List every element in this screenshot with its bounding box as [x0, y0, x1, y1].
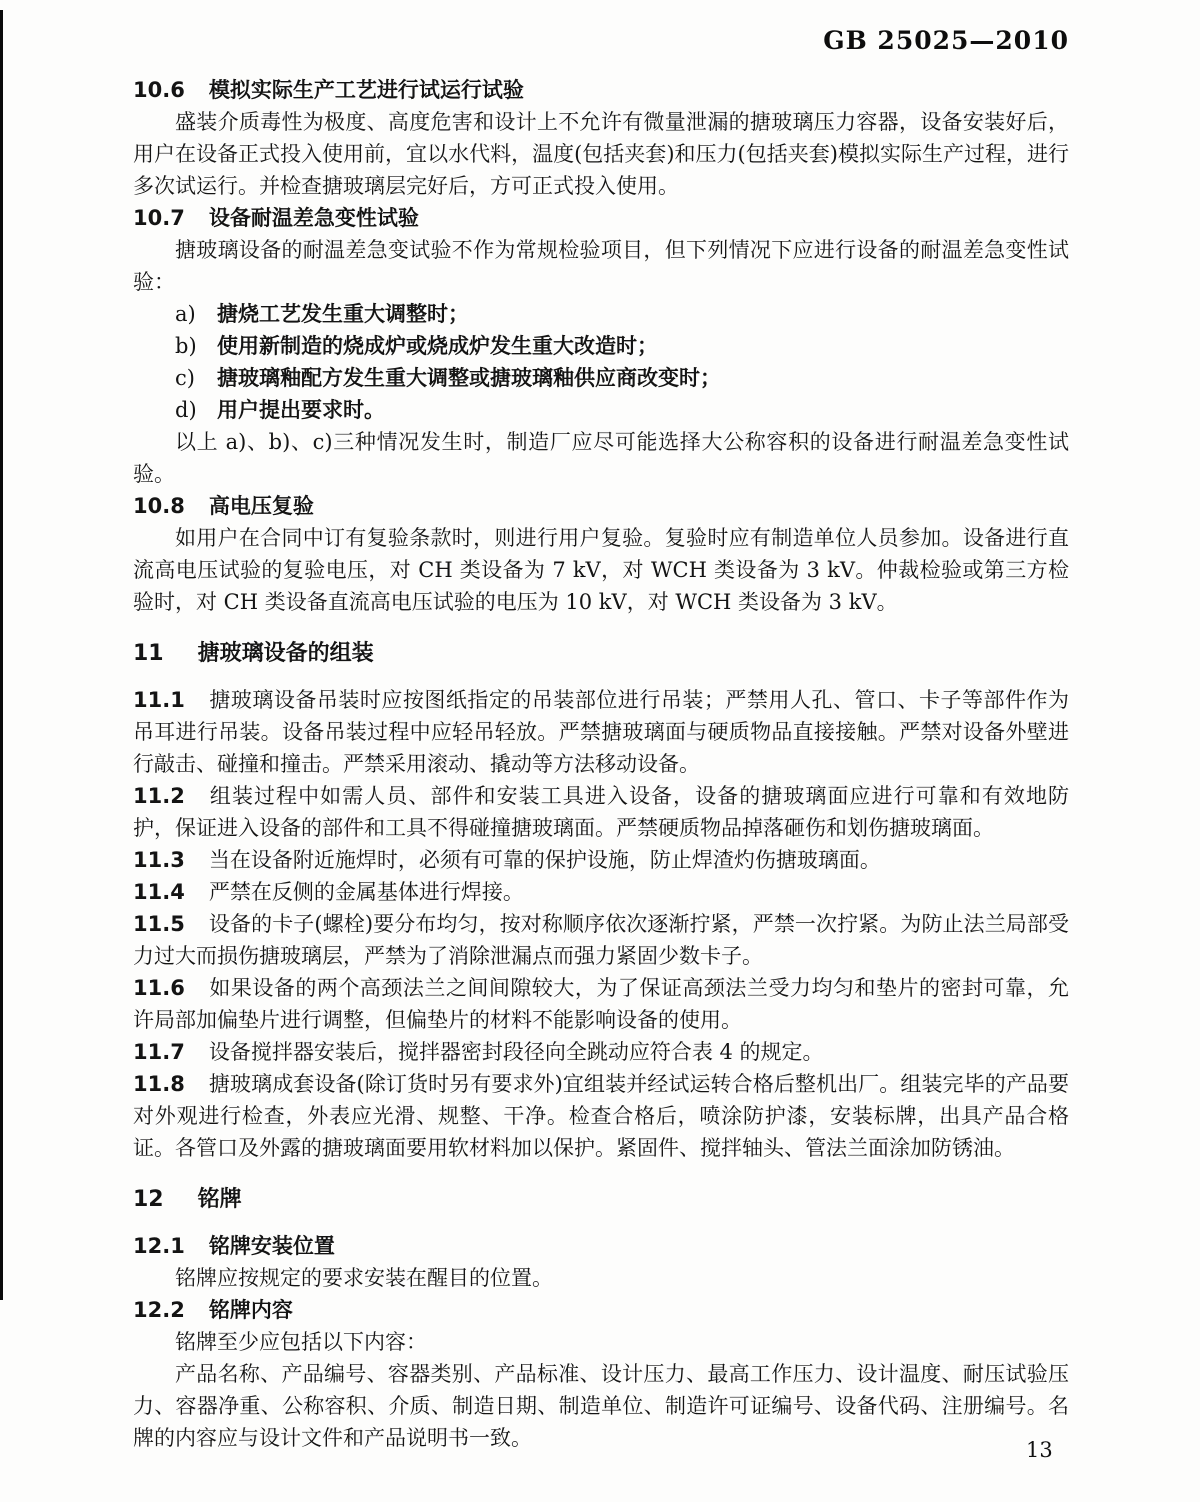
- list-item: [133, 298, 1069, 330]
- clause-number: 11.8: [133, 1072, 185, 1096]
- paragraph: 铭牌至少应包括以下内容：: [175, 1330, 427, 1354]
- section-heading: [133, 202, 1069, 234]
- clause-paragraph: [133, 876, 1069, 908]
- clause-number: 11.5: [133, 912, 185, 936]
- heading-title: 铭牌: [197, 1187, 242, 1212]
- scan-edge-artifact: [0, 10, 3, 1300]
- section-heading: [133, 490, 1069, 522]
- clause-number: 11: [133, 641, 164, 666]
- heading-title: 设备耐温差急变性试验: [208, 206, 419, 230]
- list-item: [133, 362, 1069, 394]
- chapter-heading: [133, 638, 1069, 670]
- list-item-text: 搪玻璃釉配方发生重大调整或搪玻璃釉供应商改变时；: [217, 366, 721, 390]
- list-item-label: d): [175, 398, 197, 422]
- list-item-label: b): [175, 334, 197, 358]
- list-item-label: a): [175, 302, 196, 326]
- list-item: [133, 394, 1069, 426]
- heading-title: 铭牌安装位置: [208, 1234, 335, 1258]
- clause-paragraph: [133, 972, 1069, 1036]
- page-number: 13: [1026, 1438, 1053, 1462]
- clause-text: 如果设备的两个高颈法兰之间间隙较大，为了保证高颈法兰受力均匀和垫片的密封可靠，允许局部加偏垫片进行调整，但偏垫片的材料不能影响设备的使用。: [133, 976, 1069, 1032]
- standard-number-header: GB 25025—2010: [823, 26, 1069, 55]
- chapter-heading: [133, 1184, 1069, 1216]
- paragraph: 铭牌应按规定的要求安装在醒目的位置。: [175, 1266, 553, 1290]
- paragraph: 如用户在合同中订有复验条款时，则进行用户复验。复验时应有制造单位人员参加。设备进行直流高电压试验的复验电压，对 CH 类设备为 7 kV，对 WCH 类设备为 3 kV。仲裁检验或第三方检验时，对 CH 类设备直流高电压试验的电压为 10 kV，对 WCH 类设备为 3 kV。: [133, 526, 1069, 614]
- heading-title: 模拟实际生产工艺进行试运行试验: [208, 78, 524, 102]
- heading-title: 高电压复验: [208, 494, 314, 518]
- list-item-text: 使用新制造的烧成炉或烧成炉发生重大改造时；: [217, 334, 658, 358]
- paragraph: 产品名称、产品编号、容器类别、产品标准、设计压力、最高工作压力、设计温度、耐压试验压力、容器净重、公称容积、介质、制造日期、制造单位、制造许可证编号、设备代码、注册编号。名牌的内容应与设计文件和产品说明书一致。: [133, 1362, 1069, 1450]
- clause-paragraph: [133, 1036, 1069, 1068]
- clause-number: 12.1: [133, 1234, 185, 1258]
- clause-number: 11.3: [133, 848, 185, 872]
- clause-number: 11.7: [133, 1040, 185, 1064]
- clause-number: 12: [133, 1187, 164, 1212]
- clause-text: 搪玻璃设备吊装时应按图纸指定的吊装部位进行吊装；严禁用人孔、管口、卡子等部件作为吊耳进行吊装。设备吊装过程中应轻吊轻放。严禁搪玻璃面与硬质物品直接接触。严禁对设备外壁进行敲击、碰撞和撞击。严禁采用滚动、撬动等方法移动设备。: [133, 688, 1069, 776]
- clause-text: 搪玻璃成套设备(除订货时另有要求外)宜组装并经试运转合格后整机出厂。组装完毕的产品要对外观进行检查，外表应光滑、规整、干净。检查合格后，喷涂防护漆，安装标牌，出具产品合格证。各管口及外露的搪玻璃面要用软材料加以保护。紧固件、搅拌轴头、管法兰面涂加防锈油。: [133, 1072, 1069, 1160]
- list-item-label: c): [175, 366, 195, 390]
- clause-number: 10.6: [133, 78, 185, 102]
- heading-title: 铭牌内容: [208, 1298, 293, 1322]
- section-heading: [133, 74, 1069, 106]
- clause-number: 11.4: [133, 880, 185, 904]
- list-item-text: 搪烧工艺发生重大调整时；: [217, 302, 469, 326]
- document-body: [133, 74, 1069, 1454]
- clause-paragraph: [133, 1068, 1069, 1164]
- clause-number: 11.2: [133, 784, 185, 808]
- section-heading: [133, 1230, 1069, 1262]
- clause-number: 10.8: [133, 494, 185, 518]
- clause-text: 严禁在反侧的金属基体进行焊接。: [208, 880, 524, 904]
- section-heading: [133, 1294, 1069, 1326]
- clause-number: 10.7: [133, 206, 185, 230]
- clause-number: 11.6: [133, 976, 185, 1000]
- clause-number: 11.1: [133, 688, 185, 712]
- list-item-text: 用户提出要求时。: [217, 398, 385, 422]
- clause-number: 12.2: [133, 1298, 185, 1322]
- clause-text: 设备搅拌器安装后，搅拌器密封段径向全跳动应符合表 4 的规定。: [208, 1040, 824, 1064]
- clause-paragraph: [133, 844, 1069, 876]
- heading-title: 搪玻璃设备的组装: [197, 641, 374, 666]
- clause-text: 设备的卡子(螺栓)要分布均匀，按对称顺序依次逐渐拧紧，严禁一次拧紧。为防止法兰局部受力过大而损伤搪玻璃层，严禁为了消除泄漏点而强力紧固少数卡子。: [133, 912, 1069, 968]
- clause-paragraph: [133, 684, 1069, 780]
- clause-text: 组装过程中如需人员、部件和安装工具进入设备，设备的搪玻璃面应进行可靠和有效地防护，保证进入设备的部件和工具不得碰撞搪玻璃面。严禁硬质物品掉落砸伤和划伤搪玻璃面。: [133, 784, 1069, 840]
- clause-paragraph: [133, 780, 1069, 844]
- paragraph: 以上 a)、b)、c)三种情况发生时，制造厂应尽可能选择大公称容积的设备进行耐温差急变性试验。: [133, 430, 1069, 486]
- paragraph: 盛装介质毒性为极度、高度危害和设计上不允许有微量泄漏的搪玻璃压力容器，设备安装好后，用户在设备正式投入使用前，宜以水代料，温度(包括夹套)和压力(包括夹套)模拟实际生产过程，进行多次试运行。并检查搪玻璃层完好后，方可正式投入使用。: [133, 110, 1069, 198]
- paragraph: 搪玻璃设备的耐温差急变试验不作为常规检验项目，但下列情况下应进行设备的耐温差急变性试验：: [133, 238, 1069, 294]
- clause-paragraph: [133, 908, 1069, 972]
- clause-text: 当在设备附近施焊时，必须有可靠的保护设施，防止焊渣灼伤搪玻璃面。: [208, 848, 881, 872]
- list-item: [133, 330, 1069, 362]
